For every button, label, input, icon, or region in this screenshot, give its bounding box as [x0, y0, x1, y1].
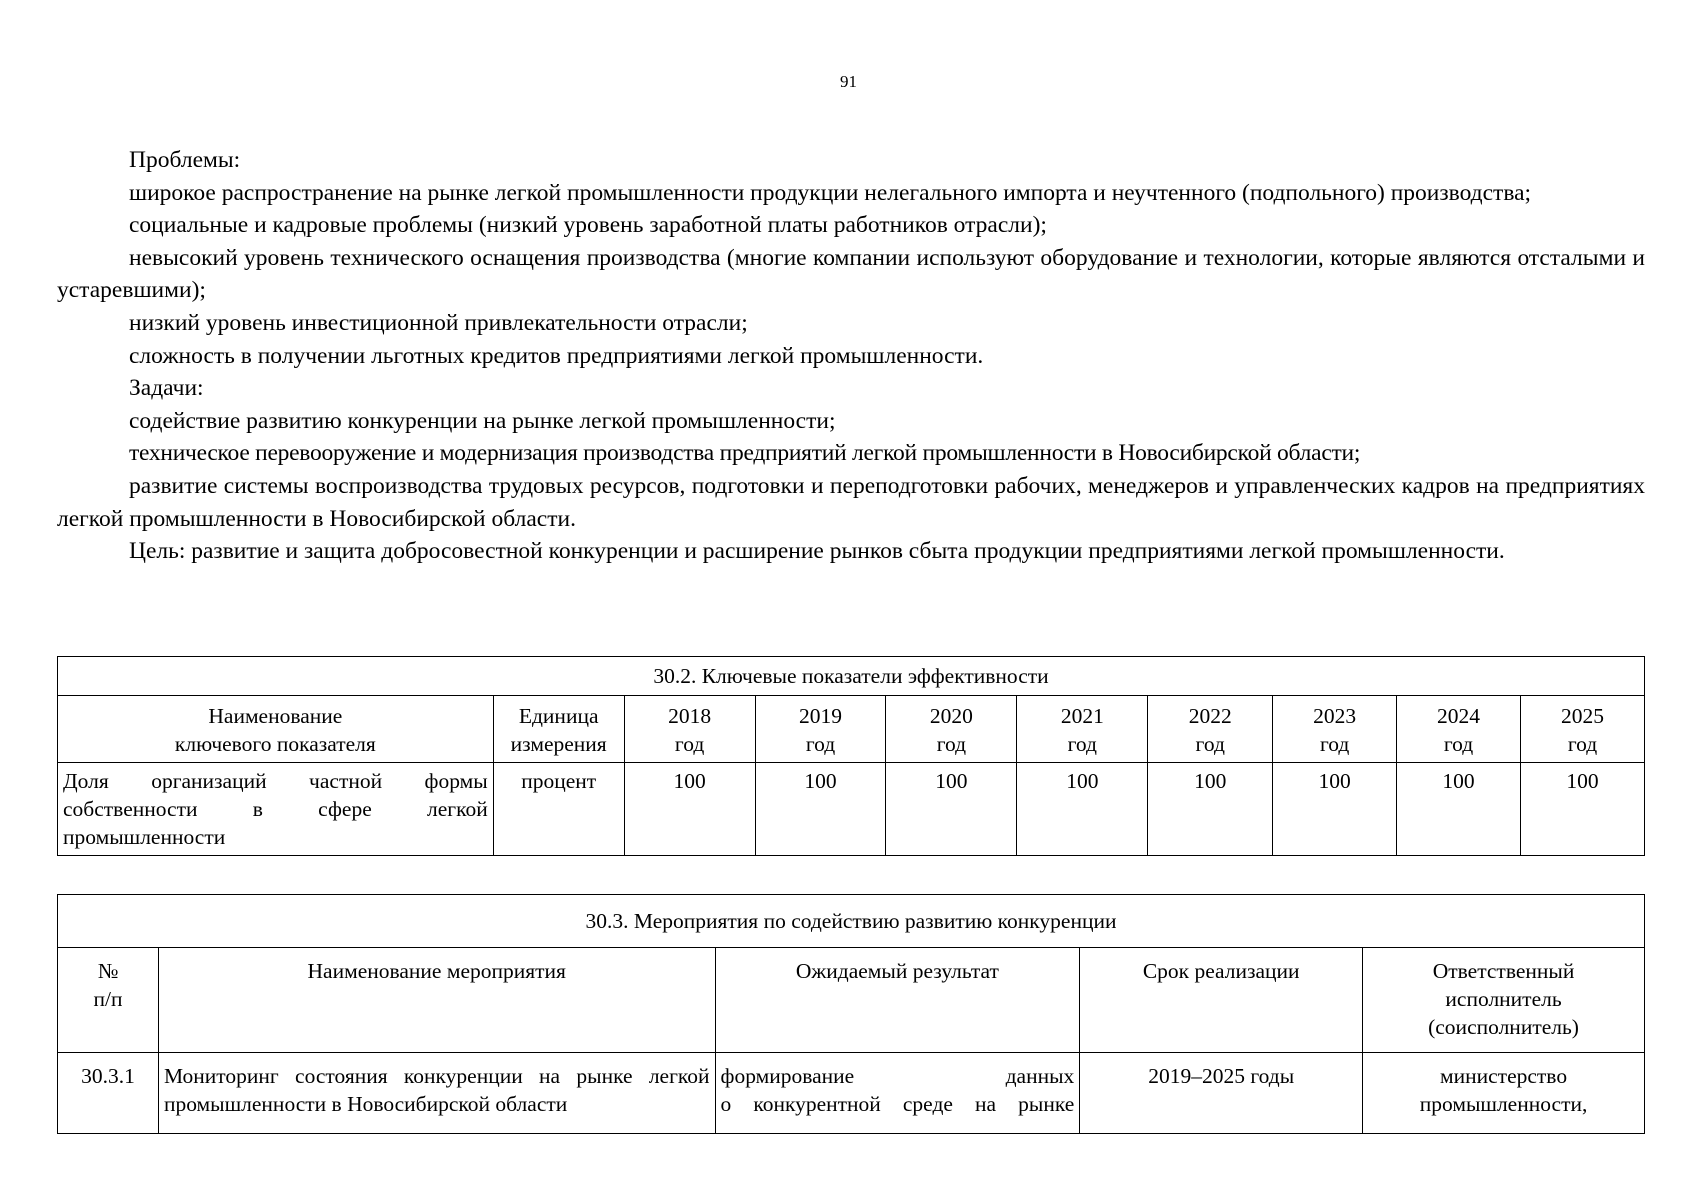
kpi-header-year: 2023 год	[1273, 696, 1397, 763]
kpi-header-year: 2018 год	[624, 696, 755, 763]
paragraph-goal: Цель: развитие и защита добросовестной конкуренции и расширение рынков сбыта продукции предприятиями легкой промышленности.	[129, 538, 1505, 565]
events-header-result: Ожидаемый результат	[715, 948, 1080, 1053]
kpi-header-year: 2025 год	[1521, 696, 1645, 763]
kpi-value-cell: 100	[1397, 763, 1521, 856]
paragraph: развитие системы воспроизводства трудовых ресурсов, подготовки и переподготовки рабочих, менеджеров и управленческих кадров на предприятиях легкой промышленности в Новосибирской области.	[57, 472, 1645, 532]
event-executor-cell: министерство промышленности,	[1363, 1053, 1645, 1134]
kpi-header-year: 2019 год	[755, 696, 886, 763]
paragraph: невысокий уровень технического оснащения производства (многие компании используют оборудование и технологии, которые являются отсталыми и устаревшими);	[57, 244, 1645, 304]
event-name-cell: Мониторинг состояния конкуренции на рынке легкой промышленности в Новосибирской области	[158, 1053, 715, 1134]
paragraph: содействие развитию конкуренции на рынке легкой промышленности;	[129, 407, 836, 434]
paragraph: низкий уровень инвестиционной привлекательности отрасли;	[129, 309, 748, 336]
paragraph-tasks-heading: Задачи:	[129, 375, 204, 402]
kpi-header-unit: Единица измерения	[493, 696, 624, 763]
kpi-value-cell: 100	[1148, 763, 1273, 856]
kpi-header-year: 2020 год	[886, 696, 1017, 763]
body-text	[57, 144, 1645, 568]
kpi-header-year: 2021 год	[1017, 696, 1148, 763]
kpi-unit-cell: процент	[493, 763, 624, 856]
paragraph: сложность в получении льготных кредитов предприятиями легкой промышленности.	[129, 342, 984, 369]
event-result-cell: формирование данных о конкурентной среде на рынке	[715, 1053, 1080, 1134]
kpi-header-year: 2022 год	[1148, 696, 1273, 763]
kpi-value-cell: 100	[1273, 763, 1397, 856]
kpi-name-cell: Доля организаций частной формы собственности в сфере легкой промышленности	[58, 763, 494, 856]
paragraph: техническое перевооружение и модернизация производства предприятий легкой промышленности в Новосибирской области;	[129, 440, 1361, 467]
paragraph-problems-heading: Проблемы:	[129, 147, 241, 173]
kpi-value-cell: 100	[1017, 763, 1148, 856]
events-table	[57, 894, 1645, 1134]
events-table-header-row	[58, 948, 1645, 1053]
kpi-header-year: 2024 год	[1397, 696, 1521, 763]
kpi-value-cell: 100	[886, 763, 1017, 856]
kpi-header-name: Наименование ключевого показателя	[58, 696, 494, 763]
events-header-executor: Ответственный исполнитель (соисполнитель)	[1363, 948, 1645, 1053]
paragraph: широкое распространение на рынке легкой промышленности продукции нелегального импорта и неучтенного (подпольного) производства;	[129, 179, 1532, 206]
kpi-value-cell: 100	[1521, 763, 1645, 856]
kpi-table-caption: 30.2. Ключевые показатели эффективности	[58, 657, 1645, 696]
event-num-cell: 30.3.1	[58, 1053, 159, 1134]
paragraph: социальные и кадровые проблемы (низкий уровень заработной платы работников отрасли);	[129, 212, 1047, 239]
events-header-num: № п/п	[58, 948, 159, 1053]
page-number: 91	[840, 72, 857, 91]
event-term-cell: 2019–2025 годы	[1080, 1053, 1363, 1134]
events-header-term: Срок реализации	[1080, 948, 1363, 1053]
kpi-table	[57, 656, 1645, 856]
kpi-table-header-row	[58, 696, 1645, 763]
kpi-value-cell: 100	[624, 763, 755, 856]
table-row	[58, 1053, 1645, 1134]
kpi-value-cell: 100	[755, 763, 886, 856]
events-header-name: Наименование мероприятия	[158, 948, 715, 1053]
events-table-caption: 30.3. Мероприятия по содействию развитию конкуренции	[58, 895, 1645, 948]
table-row	[58, 763, 1645, 856]
